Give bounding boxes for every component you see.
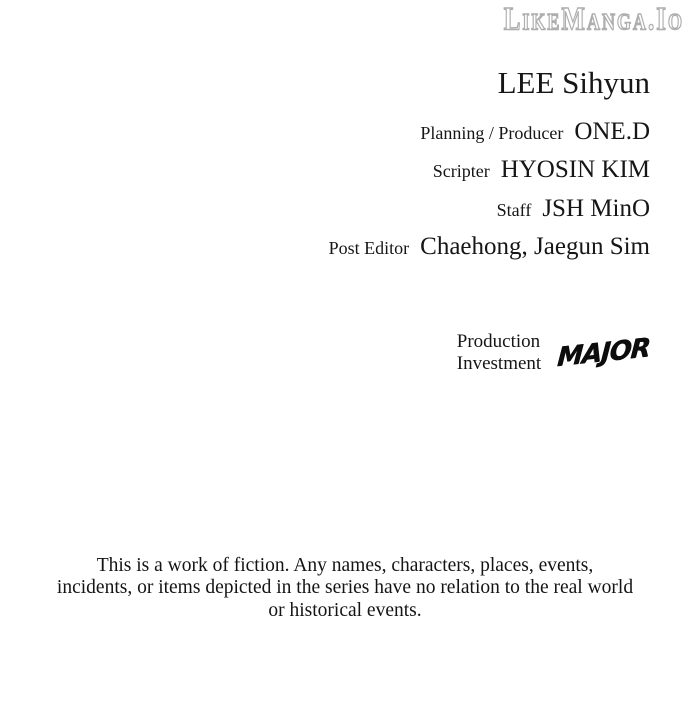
credits-block — [329, 62, 650, 268]
credit-row-planning-producer — [329, 114, 650, 152]
credit-row-scripter — [329, 152, 650, 190]
credit-value: ONE.D — [574, 118, 650, 145]
production-investment-block — [457, 331, 654, 374]
credit-row-staff — [329, 191, 650, 229]
credit-value: JSH MinO — [542, 194, 650, 222]
production-label-line1: Production — [456, 331, 541, 352]
credit-rows — [329, 114, 650, 268]
credit-value: Chaehong, Jaegun Sim — [420, 233, 650, 261]
credit-label: Staff — [496, 199, 532, 220]
credit-value: HYOSIN KIM — [500, 156, 650, 184]
credit-label: Planning / Producer — [420, 123, 564, 143]
disclaimer-line: This is a work of fiction. Any names, characters, places, events, — [96, 555, 594, 576]
credit-row-post-editor — [329, 229, 650, 267]
credit-label: Post Editor — [328, 238, 410, 259]
disclaimer-line: or historical events. — [268, 599, 422, 621]
production-label-line2: Investment — [456, 352, 542, 374]
site-watermark-logo: LikeManga.Io — [503, 2, 684, 38]
fiction-disclaimer — [0, 555, 690, 622]
major-logo: MAJOR — [556, 332, 651, 373]
disclaimer-line: incidents, or items depicted in the series have no relation to the real world — [56, 577, 634, 599]
production-investment-label — [457, 331, 541, 374]
author-name: LEE Sihyun — [497, 65, 650, 100]
credit-label: Scripter — [432, 161, 490, 182]
